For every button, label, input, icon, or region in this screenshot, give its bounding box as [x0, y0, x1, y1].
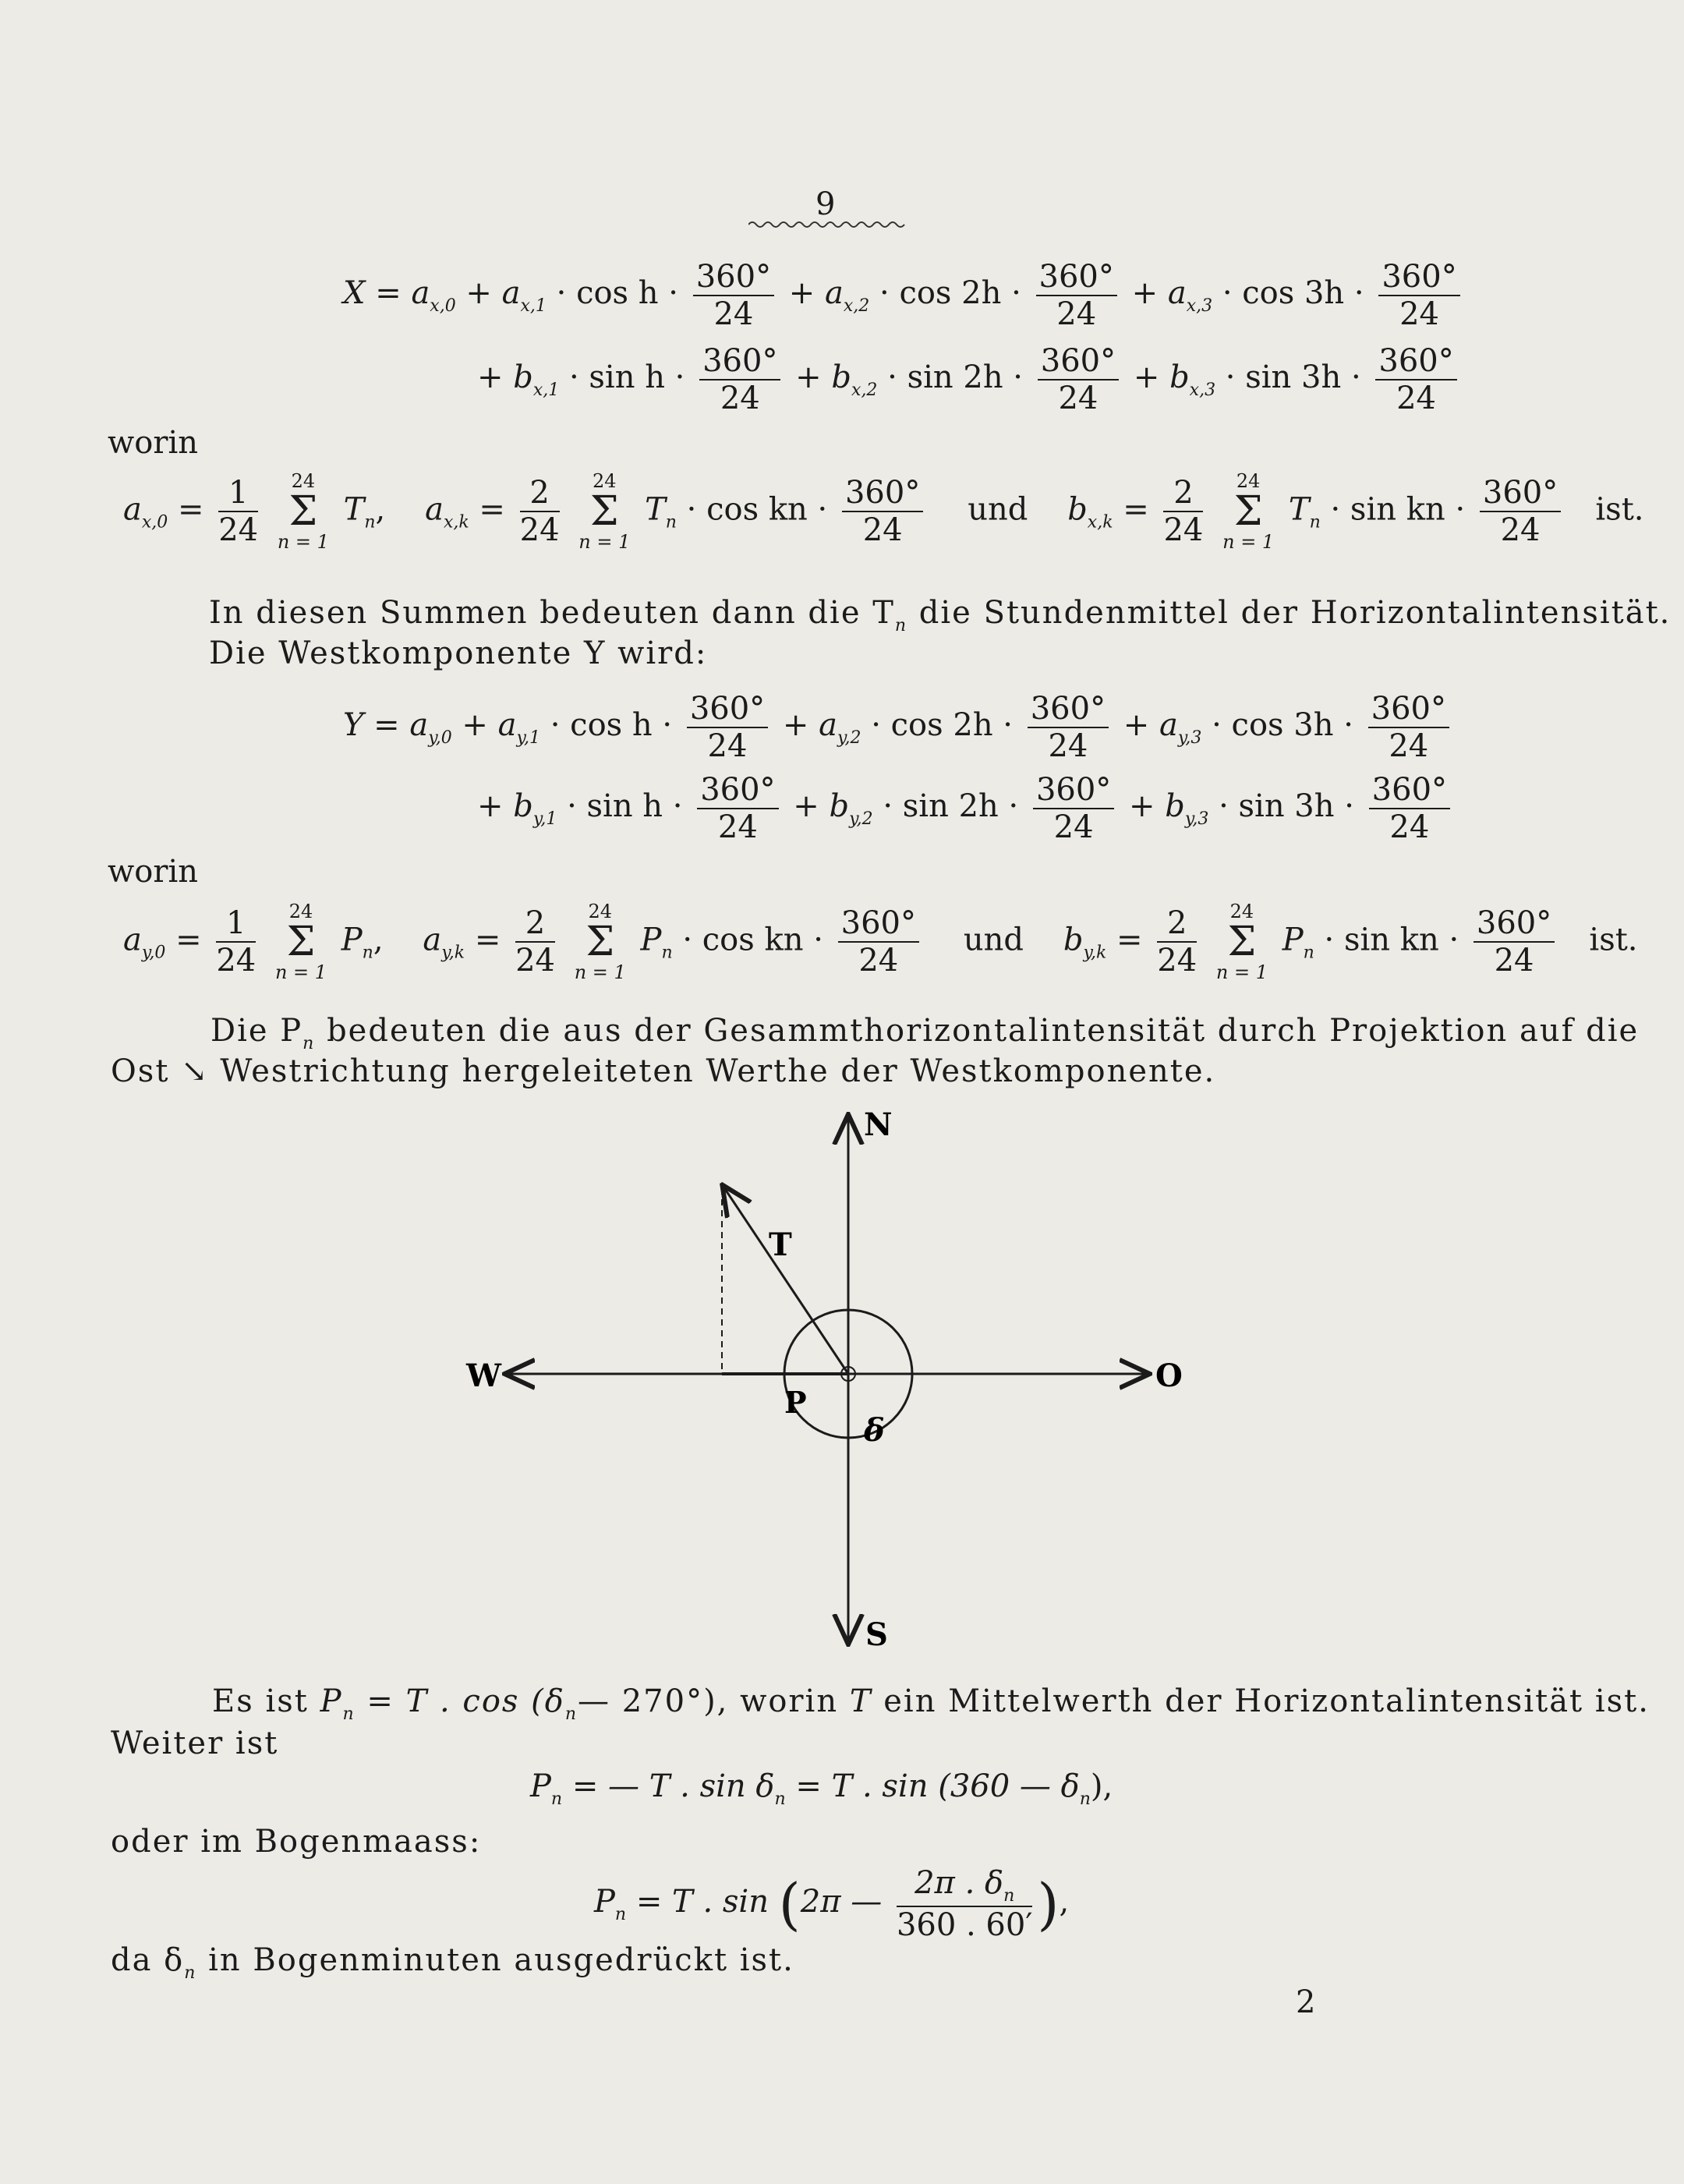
coefficients-y: $a_{y,0}$ = $\frac{1}{24}$ 24 Σ n = 1 $P_n$, $a_{y,k}$ = $\frac{2}{24}$ 24 Σ n = 1 $P_n \cdot \cos$ kn · $\frac{360^\circ}{24}$ und $b_{y,k}$ = $\frac{2}{24}$ 24 Σ n = 1 $P_n \cdot \sin$ kn · $\frac{360^\circ}{24}$ ist. — [123, 901, 1638, 984]
label-w: W — [466, 1357, 501, 1394]
paragraph-westkomponente: Die Westkomponente Y wird: — [209, 635, 708, 671]
equation-y-line1: $Y = a_{y,0} + a_{y,1} \cdot \cos h$ · $\frac{360^\circ}{24}$ + $a_{y,2} \cdot \cos 2h$ · $\frac{360^\circ}{24}$ + $a_{y,3} \cdot \cos 3h$ · $\frac{360^\circ}{24}$ — [343, 691, 1454, 764]
paragraph-ostwest: Ost ↘ Westrichtung hergeleiteten Werthe der Westkomponente. — [111, 1053, 1216, 1089]
vector-t — [723, 1187, 848, 1374]
label-s: S — [865, 1616, 888, 1653]
coefficients-x: $a_{x,0}$ = $\frac{1}{24}$ 24 Σ n = 1 $T_n$, $a_{x,k}$ = $\frac{2}{24}$ 24 Σ n = 1 $T_n \cdot \cos$ kn · $\frac{360^\circ}{24}$ und $b_{x,k}$ = $\frac{2}{24}$ 24 Σ n = 1 $T_n \cdot \sin$ kn · $\frac{360^\circ}{24}$ ist. — [123, 470, 1644, 554]
label-o: O — [1155, 1357, 1183, 1394]
page-number-underline — [748, 220, 912, 229]
equation-x-line2: + $b_{x,1} \cdot \sin h$ · $\frac{360^\circ}{24}$ + $b_{x,2} \cdot \sin 2h$ · $\frac{360^\circ}{24}$ + $b_{x,3} \cdot \sin 3h$ · $\frac{360^\circ}{24}$ — [477, 343, 1462, 416]
label-p: P — [784, 1385, 807, 1420]
label-t: T — [769, 1227, 792, 1263]
page-number-top: 9 — [815, 186, 836, 222]
label-n: N — [864, 1106, 893, 1143]
worin-label-2: worin — [108, 854, 198, 890]
compass-diagram — [437, 1099, 1247, 1661]
label-delta: δ — [864, 1412, 885, 1449]
paragraph-summen: In diesen Summen bedeuten dann die $T_n$ die Stundenmittel der Horizontalintensität. — [209, 595, 1672, 635]
paragraph-bogenminuten: da $\delta_n$ in Bogenminuten ausgedrückt ist. — [111, 1942, 794, 1983]
paragraph-es-ist: Es ist $P_n = T$ . $\cos (\delta_n—$ 270°), worin T ein Mittelwerth der Horizontalintensität ist. — [212, 1683, 1650, 1724]
equation-p-bogenmaass: $P_n = T$ . sin (2π — $\frac{2\pi . \delta_n}{360 . 60'}$ ), — [594, 1865, 1070, 1944]
paragraph-bogenmaass: oder im Bogenmaass: — [111, 1824, 482, 1860]
page-number-bottom: 2 — [1296, 1984, 1316, 2020]
equation-x-line1: $X = a_{x,0} + a_{x,1} \cdot \cos h$ · $\frac{360^\circ}{24}$ + $a_{x,2} \cdot \cos 2h$ · $\frac{360^\circ}{24}$ + $a_{x,3} \cdot \cos 3h$ · $\frac{360^\circ}{24}$ — [343, 259, 1465, 332]
worin-label-1: worin — [108, 425, 198, 461]
paragraph-weiter-ist: Weiter ist — [111, 1726, 279, 1761]
equation-y-line2: + $b_{y,1} \cdot \sin h$ · $\frac{360^\circ}{24}$ + $b_{y,2} \cdot \sin 2h$ · $\frac{360^\circ}{24}$ + $b_{y,3} \cdot \sin 3h$ · $\frac{360^\circ}{24}$ — [477, 772, 1455, 845]
equation-p-sin: $P_n$ = — T . $\sin \delta_n = T$ . sin (360 — $\delta_n$), — [530, 1768, 1113, 1809]
paragraph-projektion: Die $P_n$ bedeuten die aus der Gesammthorizontalintensität durch Projektion auf die — [210, 1013, 1640, 1053]
